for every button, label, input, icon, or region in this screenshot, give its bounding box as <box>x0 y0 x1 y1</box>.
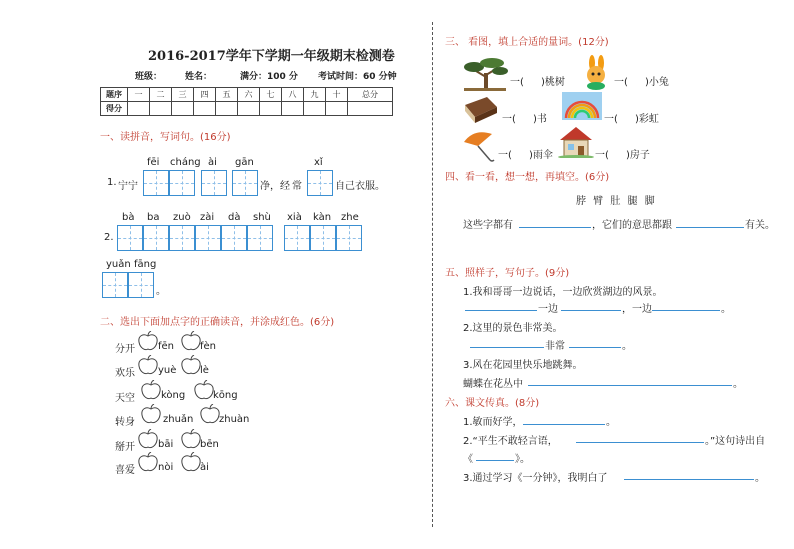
section-1-heading: 一、读拼音，写词句。(16分) <box>100 132 231 143</box>
writing-box[interactable] <box>117 225 143 251</box>
answer-blank[interactable] <box>561 310 621 311</box>
apple-icon[interactable] <box>137 452 159 472</box>
pinyin-option: zhuàn <box>219 414 250 425</box>
score-table-score-row <box>101 102 393 116</box>
pinyin: ài <box>208 157 217 168</box>
sentence-text: 有关。 <box>745 220 775 231</box>
pinyin: bà <box>122 212 135 223</box>
pinyin: xǐ <box>314 157 323 168</box>
word-label: 欢乐 <box>115 368 135 379</box>
rabbit-icon <box>580 55 614 91</box>
pinyin: zhe <box>341 212 359 223</box>
writing-box[interactable] <box>336 225 362 251</box>
apple-icon[interactable] <box>180 355 202 375</box>
apple-icon[interactable] <box>193 380 215 400</box>
answer-blank[interactable] <box>528 385 732 386</box>
apple-icon[interactable] <box>140 404 162 424</box>
table-cell: 十 <box>326 88 348 102</box>
sentence-text: 净，经 <box>260 181 290 192</box>
score-cell[interactable] <box>282 102 304 116</box>
answer-blank[interactable] <box>676 227 744 228</box>
pinyin-option: zhuǎn <box>163 414 194 425</box>
score-cell[interactable] <box>194 102 216 116</box>
pinyin-option: kòng <box>161 390 186 401</box>
writing-box[interactable] <box>128 272 154 298</box>
sentence-text: 常 <box>292 181 302 192</box>
table-cell: 一 <box>128 88 150 102</box>
apple-icon[interactable] <box>137 429 159 449</box>
writing-box[interactable] <box>102 272 128 298</box>
sentence-text: ，它们的意思都跟 <box>592 220 672 231</box>
measure-word-prefix: 一( <box>595 150 609 161</box>
answer-blank[interactable] <box>519 227 591 228</box>
writing-box[interactable] <box>247 225 273 251</box>
apple-icon[interactable] <box>180 429 202 449</box>
measure-word-suffix: )书 <box>533 114 547 125</box>
apple-icon[interactable] <box>180 452 202 472</box>
word-label: 天空 <box>115 393 135 404</box>
pinyin: kàn <box>313 212 332 223</box>
apple-icon[interactable] <box>140 380 162 400</box>
table-cell: 三 <box>172 88 194 102</box>
question-text: 2.“平生不敢轻言语， <box>463 436 558 447</box>
pinyin: shù <box>253 212 271 223</box>
pinyin-option: kōng <box>213 390 238 401</box>
question-text: 3.风在花园里快乐地跳舞。 <box>463 360 583 371</box>
section-3-heading: 三、 看图，填上合适的量词。(12分) <box>445 37 609 48</box>
table-cell: 四 <box>194 88 216 102</box>
word-label: 转身 <box>115 417 135 428</box>
measure-word-suffix: )桃树 <box>541 77 565 88</box>
score-cell[interactable] <box>348 102 393 116</box>
measure-word-prefix: 一( <box>510 77 524 88</box>
sentence-text: 》。 <box>515 454 530 465</box>
umbrella-icon <box>462 128 498 162</box>
writing-box[interactable] <box>201 170 227 196</box>
apple-icon[interactable] <box>137 331 159 351</box>
answer-blank[interactable] <box>576 442 704 443</box>
character-list: 脖 臂 肚 腿 脚 <box>576 196 655 207</box>
pinyin: dà <box>228 212 241 223</box>
sentence-text: 这些字都有 <box>463 220 513 231</box>
pinyin: zài <box>200 212 215 223</box>
question-text: 1.我和哥哥一边说话，一边欣赏湖边的风景。 <box>463 287 663 298</box>
sentence-text: 宁宁 <box>118 181 138 192</box>
measure-word-prefix: 一( <box>614 77 628 88</box>
score-cell[interactable] <box>150 102 172 116</box>
section-6-heading: 六、课文传真。(8分) <box>445 398 540 409</box>
apple-icon[interactable] <box>180 331 202 351</box>
pinyin-option: bēn <box>200 439 219 450</box>
table-cell: 五 <box>216 88 238 102</box>
measure-word-suffix: )彩虹 <box>635 114 659 125</box>
answer-blank[interactable] <box>470 347 544 348</box>
peach-tree-icon <box>462 55 510 91</box>
sentence-text: 。 <box>622 341 632 352</box>
score-cell[interactable] <box>326 102 348 116</box>
writing-box[interactable] <box>232 170 258 196</box>
measure-word-suffix: )雨伞 <box>529 150 553 161</box>
writing-box[interactable] <box>169 170 195 196</box>
writing-box[interactable] <box>310 225 336 251</box>
answer-blank[interactable] <box>523 424 605 425</box>
pinyin: xià <box>287 212 302 223</box>
measure-word-prefix: 一( <box>498 150 512 161</box>
table-cell: 得分 <box>101 102 128 116</box>
score-cell[interactable] <box>260 102 282 116</box>
house-icon <box>558 124 594 158</box>
answer-blank[interactable] <box>569 347 621 348</box>
sentence-text: 。”这句诗出自 <box>705 436 766 447</box>
measure-word-suffix: )房子 <box>626 150 650 161</box>
question-number: 1. <box>107 177 117 188</box>
question-text: 2.这里的景色非常美。 <box>463 323 563 334</box>
sentence-text: 。 <box>156 286 166 297</box>
question-number: 2. <box>104 232 114 243</box>
table-cell: 六 <box>238 88 260 102</box>
answer-blank[interactable] <box>652 310 720 311</box>
sentence-text: 。 <box>755 473 765 484</box>
measure-word-suffix: )小兔 <box>645 77 669 88</box>
score-cell[interactable] <box>128 102 150 116</box>
writing-box[interactable] <box>221 225 247 251</box>
exam-time-label: 考试时间：60 分钟 <box>318 72 397 82</box>
pinyin-option: bāi <box>158 439 174 450</box>
question-text: 1.敏而好学， <box>463 417 523 428</box>
pinyin: fāng <box>134 259 157 270</box>
pinyin-option: fēn <box>158 341 175 352</box>
sentence-text: 非常 <box>545 341 565 352</box>
pinyin: zuò <box>173 212 191 223</box>
pinyin-option: nòi <box>158 462 174 473</box>
pinyin: gān <box>235 157 254 168</box>
writing-box[interactable] <box>284 225 310 251</box>
section-4-heading: 四、看一看，想一想，再填空。(6分) <box>445 172 610 183</box>
sentence-text: 。 <box>721 304 731 315</box>
word-label: 喜爱 <box>115 465 135 476</box>
pinyin: fēi <box>147 157 160 168</box>
word-label: 分开 <box>115 344 135 355</box>
section-5-heading: 五、照样子，写句子。(9分) <box>445 268 570 279</box>
class-label: 班级： <box>135 72 163 82</box>
pinyin-option: lè <box>200 365 209 376</box>
table-cell: 题序 <box>101 88 128 102</box>
score-cell[interactable] <box>216 102 238 116</box>
pinyin: ba <box>147 212 160 223</box>
sentence-text: 《 <box>463 454 473 465</box>
word-label: 掰开 <box>115 442 135 453</box>
sentence-text: 蝴蝶在花丛中 <box>463 379 523 390</box>
writing-box[interactable] <box>143 170 169 196</box>
sentence-text: ，一边 <box>622 304 652 315</box>
table-cell: 总分 <box>348 88 393 102</box>
page-title: 2016-2017学年下学期一年级期末检测卷 <box>148 49 395 64</box>
answer-blank[interactable] <box>476 460 514 461</box>
sentence-text: 自己衣服。 <box>335 181 385 192</box>
apple-icon[interactable] <box>137 355 159 375</box>
measure-word-prefix: 一( <box>604 114 618 125</box>
sentence-text: 。 <box>733 379 743 390</box>
table-cell: 七 <box>260 88 282 102</box>
score-cell[interactable] <box>304 102 326 116</box>
table-cell: 八 <box>282 88 304 102</box>
writing-box[interactable] <box>307 170 333 196</box>
table-cell: 九 <box>304 88 326 102</box>
pinyin-option: ài <box>200 462 209 473</box>
sentence-text: 一边 <box>538 304 558 315</box>
writing-box[interactable] <box>143 225 169 251</box>
name-label: 姓名： <box>185 72 213 82</box>
answer-blank[interactable] <box>465 310 537 311</box>
pinyin: cháng <box>170 157 201 168</box>
pinyin-option: yuè <box>158 365 177 376</box>
full-score-label: 满分：100 分 <box>240 72 298 82</box>
column-divider <box>432 22 433 527</box>
pinyin-option: fèn <box>200 341 217 352</box>
score-table <box>100 87 393 116</box>
pinyin: yuǎn <box>106 259 131 270</box>
score-table-header-row <box>101 88 393 102</box>
writing-box[interactable] <box>169 225 195 251</box>
score-cell[interactable] <box>238 102 260 116</box>
book-icon <box>463 95 499 123</box>
sentence-text: 。 <box>606 417 616 428</box>
section-2-heading: 二、选出下面加点字的正确读音，并涂成红色。(6分) <box>100 317 335 328</box>
rainbow-icon <box>562 92 602 120</box>
writing-box[interactable] <box>195 225 221 251</box>
question-text: 3.通过学习《一分钟》，我明白了 <box>463 473 608 484</box>
table-cell: 二 <box>150 88 172 102</box>
apple-icon[interactable] <box>199 404 221 424</box>
answer-blank[interactable] <box>624 479 754 480</box>
measure-word-prefix: 一( <box>502 114 516 125</box>
score-cell[interactable] <box>172 102 194 116</box>
